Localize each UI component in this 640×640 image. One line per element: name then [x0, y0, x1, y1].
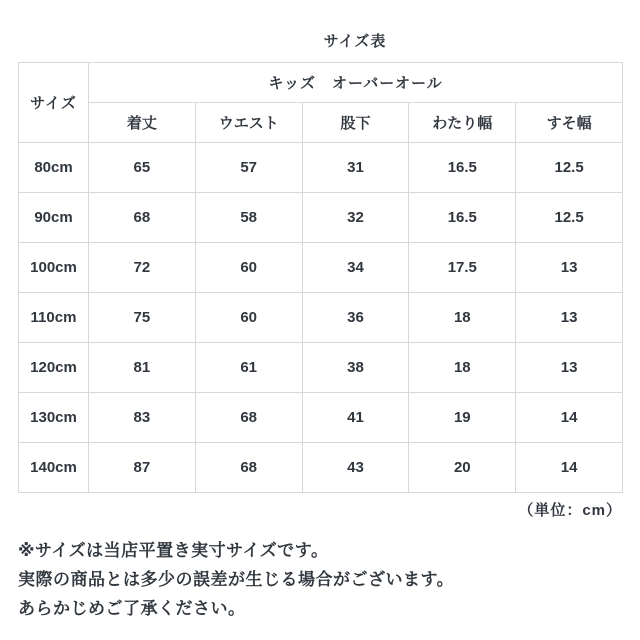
value-cell: 68	[195, 443, 302, 493]
value-cell: 57	[195, 143, 302, 193]
value-cell: 87	[89, 443, 196, 493]
value-cell: 12.5	[516, 193, 623, 243]
value-cell: 81	[89, 343, 196, 393]
value-cell: 75	[89, 293, 196, 343]
value-cell: 68	[195, 393, 302, 443]
size-cell: 90cm	[19, 193, 89, 243]
size-cell: 100cm	[19, 243, 89, 293]
column-header-hem-width: すそ幅	[516, 103, 623, 143]
size-table	[18, 62, 623, 493]
value-cell: 18	[409, 343, 516, 393]
note-line: あらかじめご了承ください。	[18, 599, 246, 618]
table-row	[19, 193, 623, 243]
table-group-header-row	[19, 63, 623, 103]
value-cell: 16.5	[409, 193, 516, 243]
table-row	[19, 143, 623, 193]
note-line: 実際の商品とは多少の誤差が生じる場合がございます。	[18, 570, 455, 589]
value-cell: 72	[89, 243, 196, 293]
value-cell: 14	[516, 393, 623, 443]
value-cell: 14	[516, 443, 623, 493]
value-cell: 83	[89, 393, 196, 443]
size-table-body	[19, 143, 623, 493]
column-header-thigh-width: わたり幅	[409, 103, 516, 143]
value-cell: 19	[409, 393, 516, 443]
page-title: サイズ表	[323, 33, 387, 50]
note-line: ※サイズは当店平置き実寸サイズです。	[18, 541, 329, 560]
table-column-header-row	[19, 103, 623, 143]
value-cell: 18	[409, 293, 516, 343]
column-header-body-length: 着丈	[89, 103, 196, 143]
table-row	[19, 293, 623, 343]
column-header-waist: ウエスト	[195, 103, 302, 143]
footer-notes	[18, 536, 622, 623]
value-cell: 34	[302, 243, 409, 293]
value-cell: 61	[195, 343, 302, 393]
size-cell: 110cm	[19, 293, 89, 343]
value-cell: 58	[195, 193, 302, 243]
table-row	[19, 443, 623, 493]
table-row	[19, 343, 623, 393]
value-cell: 60	[195, 293, 302, 343]
value-cell: 38	[302, 343, 409, 393]
size-cell: 140cm	[19, 443, 89, 493]
value-cell: 41	[302, 393, 409, 443]
value-cell: 12.5	[516, 143, 623, 193]
value-cell: 36	[302, 293, 409, 343]
value-cell: 20	[409, 443, 516, 493]
value-cell: 60	[195, 243, 302, 293]
size-cell: 130cm	[19, 393, 89, 443]
size-cell: 80cm	[19, 143, 89, 193]
product-group-header: キッズ オーバーオール	[89, 63, 623, 103]
value-cell: 17.5	[409, 243, 516, 293]
value-cell: 13	[516, 243, 623, 293]
value-cell: 65	[89, 143, 196, 193]
value-cell: 32	[302, 193, 409, 243]
size-column-header: サイズ	[19, 63, 89, 143]
value-cell: 68	[89, 193, 196, 243]
value-cell: 43	[302, 443, 409, 493]
value-cell: 31	[302, 143, 409, 193]
value-cell: 13	[516, 343, 623, 393]
table-row	[19, 393, 623, 443]
size-cell: 120cm	[19, 343, 89, 393]
table-row	[19, 243, 623, 293]
value-cell: 13	[516, 293, 623, 343]
column-header-inseam: 股下	[302, 103, 409, 143]
value-cell: 16.5	[409, 143, 516, 193]
unit-note: （単位：cm）	[518, 502, 622, 519]
